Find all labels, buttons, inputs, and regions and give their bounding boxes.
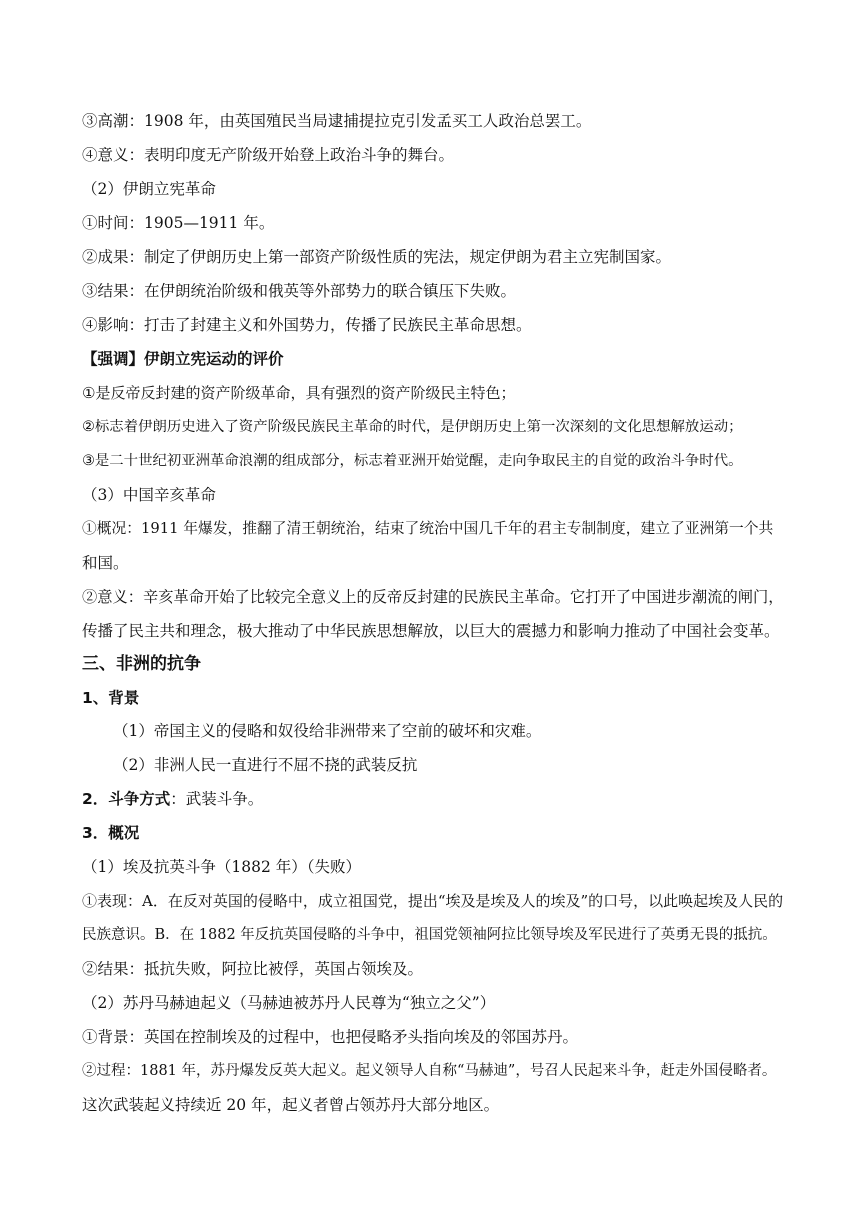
text-line: ②成果：制定了伊朗历史上第一部资产阶级性质的宪法，规定伊朗为君主立宪制国家。: [82, 248, 672, 266]
text-line: ①概况：1911 年爆发，推翻了清王朝统治，结束了统治中国几千年的君主专制制度，建立了亚洲第一个共: [82, 520, 774, 537]
text-line: ④意义：表明印度无产阶级开始登上政治斗争的舞台。: [82, 146, 455, 164]
text-line: （1）帝国主义的侵略和奴役给非洲带来了空前的破坏和灾难。: [113, 722, 542, 740]
text-line: ①背景：英国在控制埃及的过程中，也把侵略矛头指向埃及的邻国苏丹。: [82, 1028, 579, 1046]
subsection-title: （1）埃及抗英斗争（1882 年）（失败）: [82, 858, 361, 876]
subsection-title: （3）中国辛亥革命: [82, 486, 216, 504]
text-line: ①表现：A．在反对英国的侵略中，成立祖国党，提出“埃及是埃及人的埃及”的口号，以此唤起埃及人民的: [82, 892, 784, 910]
text-line: 和国。: [82, 554, 129, 572]
text-line: ②结果：抵抗失败，阿拉比被俘，英国占领埃及。: [82, 960, 424, 978]
text-line: ④影响：打击了封建主义和外国势力，传播了民族民主革命思想。: [82, 316, 532, 334]
subsection-heading: 2．斗争方式: [82, 790, 171, 808]
section-heading: 三、非洲的抗争: [82, 654, 201, 674]
text-line: [82, 788, 784, 810]
subsection-heading: 1、背景: [82, 689, 140, 707]
subsection-title: （2）苏丹马赫迪起义（马赫迪被苏丹人民尊为“独立之父”）: [82, 994, 496, 1012]
emphasis-line: ③是二十世纪初亚洲革命浪潮的组成部分，标志着亚洲开始觉醒，走向争取民主的自觉的政治斗争时代。: [82, 453, 743, 469]
text-line: ②过程：1881 年，苏丹爆发反英大起义。起义领导人自称“马赫迪”，号召人民起来斗争，赶走外国侵略者。: [82, 1063, 777, 1079]
subsection-heading: 3．概况: [82, 824, 140, 842]
text-line: 传播了民主共和理念，极大推动了中华民族思想解放，以巨大的震撼力和影响力推动了中国社会变革。: [82, 622, 780, 640]
text-line: ③高潮：1908 年，由英国殖民当局逮捕提拉克引发孟买工人政治总罢工。: [82, 112, 592, 130]
text-line: （2）非洲人民一直进行不屈不挠的武装反抗: [113, 756, 418, 774]
text-line: 这次武装起义持续近 20 年，起义者曾占领苏丹大部分地区。: [82, 1096, 500, 1114]
text-span: ：武装斗争。: [170, 790, 264, 808]
text-line: ①时间：1905—1911 年。: [82, 214, 275, 232]
emphasis-line: ②标志着伊朗历史进入了资产阶级民族民主革命的时代，是伊朗历史上第一次深刻的文化思想解放运动；: [82, 419, 743, 435]
subsection-title: （2）伊朗立宪革命: [82, 180, 216, 198]
text-line: 民族意识。B．在 1882 年反抗英国侵略的斗争中，祖国党领袖阿拉比领导埃及军民进行了英勇无畏的抵抗。: [82, 927, 777, 943]
text-line: ②意义：辛亥革命开始了比较完全意义上的反帝反封建的民族民主革命。它打开了中国进步潮流的闸门，: [82, 588, 784, 606]
emphasis-line: ①是反帝反封建的资产阶级革命，具有强烈的资产阶级民主特色；: [82, 384, 516, 402]
text-line: ③结果：在伊朗统治阶级和俄英等外部势力的联合镇压下失败。: [82, 282, 517, 300]
emphasis-heading: 【强调】伊朗立宪运动的评价: [82, 350, 284, 368]
